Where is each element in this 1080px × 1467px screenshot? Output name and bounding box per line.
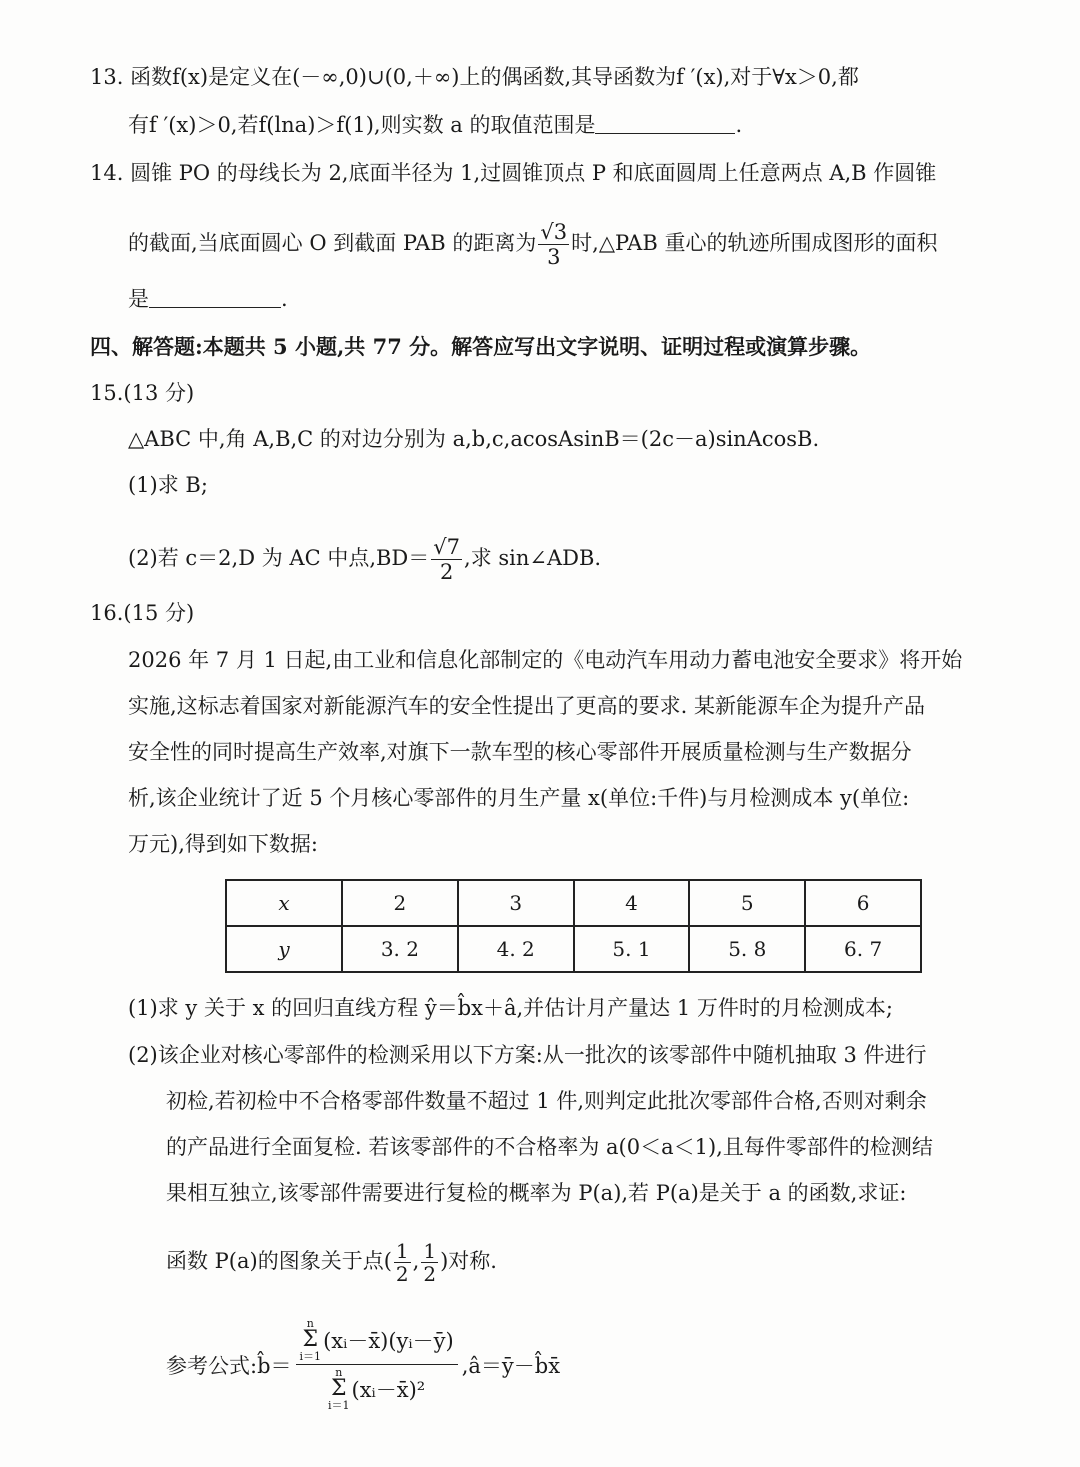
q14-line-2 (128, 220, 937, 269)
q14-line-2-b: 时,△PAB 重心的轨迹所围成图形的面积 (571, 231, 938, 255)
table-row-y (226, 926, 921, 972)
q16-para-line-2: 实施,这标志着国家对新能源汽车的安全性提出了更高的要求. 某新能源车企为提升产品 (128, 694, 926, 718)
q13-line-2-text: 有f ′(x)＞0,若f(lna)＞f(1),则实数 a 的取值范围是 (128, 113, 596, 137)
sum-symbol (300, 1318, 322, 1362)
q13-line-2 (128, 110, 742, 140)
table-header-y: y (226, 926, 342, 972)
q16-para-line-4: 析,该企业统计了近 5 个月核心零部件的月生产量 x(单位:千件)与月检测成本 y(单位: (128, 786, 910, 810)
q16-para-line-1: 2026 年 7 月 1 日起,由工业和信息化部制定的《电动汽车用动力蓄电池安全要求》将开始 (128, 648, 963, 672)
frac-num: 1 (395, 1239, 409, 1263)
table-cell: 4 (574, 880, 690, 926)
formula-label: 参考公式:b̂＝ (166, 1353, 292, 1378)
frac-den: 2 (423, 1262, 437, 1286)
q16-line-5-b: )对称. (440, 1249, 497, 1273)
table-cell: 5 (689, 880, 805, 926)
formula-fraction (296, 1318, 458, 1411)
q15-part-2 (128, 535, 601, 584)
denominator-text: (xᵢ－x̄)² (351, 1378, 426, 1402)
q14-frac-den: 3 (547, 245, 561, 269)
table-cell: 5. 1 (574, 926, 690, 972)
sum-symbol (328, 1367, 350, 1411)
q16-part-2-line-2: 初检,若初检中不合格零部件数量不超过 1 件,则判定此批次零部件合格,否则对剩余 (166, 1089, 927, 1113)
table-cell: 4. 2 (458, 926, 574, 972)
q15-part-2-a: (2)若 c＝2,D 为 AC 中点,BD＝ (128, 546, 430, 570)
q14-frac-num: √3 (540, 220, 568, 244)
q15-frac-num: √7 (433, 535, 461, 559)
q15-stem: △ABC 中,角 A,B,C 的对边分别为 a,b,c,acosAsinB＝(2c－a)sinAcosB. (128, 427, 820, 451)
q14-line-3 (128, 284, 288, 314)
point-x-fraction (394, 1240, 411, 1285)
table-cell: 6. 7 (805, 926, 921, 972)
q16-part-2-line-1: (2)该企业对核心零部件的检测采用以下方案:从一批次的该零部件中随机抽取 3 件进行 (128, 1043, 927, 1067)
sum-bottom: i＝1 (299, 1350, 322, 1363)
q16-para-line-5: 万元),得到如下数据: (128, 832, 318, 856)
q15-head: 15.(13 分) (90, 381, 195, 405)
sum-top: n (306, 1317, 314, 1330)
sum-bottom: i＝1 (327, 1399, 350, 1412)
point-y-fraction (421, 1240, 438, 1285)
q16-part-2-line-4: 果相互独立,该零部件需要进行复检的概率为 P(a),若 P(a)是关于 a 的函数,求证: (166, 1181, 907, 1205)
q14-line-3-text: 是 (128, 287, 149, 311)
answer-blank (149, 287, 281, 308)
reference-formula (166, 1318, 560, 1411)
q15-fraction (431, 535, 462, 584)
q16-head: 16.(15 分) (90, 601, 195, 625)
q16-part-1: (1)求 y 关于 x 的回归直线方程 ŷ＝b̂x＋â,并估计月产量达 1 万件时的月检测成本; (128, 996, 893, 1020)
q15-part-1: (1)求 B; (128, 473, 208, 497)
table-cell: 3. 2 (342, 926, 458, 972)
table-cell: 2 (342, 880, 458, 926)
table-cell: 6 (805, 880, 921, 926)
sum-top: n (335, 1366, 343, 1379)
answer-blank (595, 113, 735, 134)
sum-sign: Σ (330, 1376, 347, 1401)
q14-fraction (538, 220, 569, 269)
sum-sign: Σ (302, 1327, 319, 1352)
q13-line-1: 13. 函数f(x)是定义在(－∞,0)∪(0,＋∞)上的偶函数,其导函数为f ′(x),对于∀x＞0,都 (90, 65, 859, 89)
q14-line-3-end: . (281, 287, 288, 311)
q14-line-2-a: 的截面,当底面圆心 O 到截面 PAB 的距离为 (128, 231, 537, 255)
data-table (225, 879, 922, 973)
formula-tail: ,â＝ȳ－b̂x̄ (461, 1353, 561, 1378)
formula-denominator (324, 1365, 429, 1411)
q15-part-2-b: ,求 sin∠ADB. (464, 546, 602, 570)
q16-part-2-line-5 (166, 1240, 497, 1285)
q15-frac-den: 2 (439, 560, 454, 584)
q13-line-2-end: . (735, 113, 743, 137)
table-cell: 3 (458, 880, 574, 926)
q16-para-line-3: 安全性的同时提高生产效率,对旗下一款车型的核心零部件开展质量检测与生产数据分 (128, 740, 912, 764)
frac-den: 2 (395, 1262, 409, 1286)
q14-line-1: 14. 圆锥 PO 的母线长为 2,底面半径为 1,过圆锥顶点 P 和底面圆周上任意两点 A,B 作圆锥 (90, 161, 937, 185)
q16-line-5-a: 函数 P(a)的图象关于点( (166, 1249, 392, 1273)
table-cell: 5. 8 (689, 926, 805, 972)
table-header-x: x (226, 880, 342, 926)
q16-part-2-line-3: 的产品进行全面复检. 若该零部件的不合格率为 a(0＜a＜1),且每件零部件的检测结 (166, 1135, 933, 1159)
frac-num: 1 (423, 1239, 437, 1263)
q16-line-5-comma: , (412, 1249, 420, 1273)
formula-numerator (296, 1318, 458, 1365)
numerator-text: (xᵢ－x̄)(yᵢ－ȳ) (323, 1329, 454, 1353)
section-4-heading: 四、解答题:本题共 5 小题,共 77 分。解答应写出文字说明、证明过程或演算步骤。 (90, 334, 872, 359)
table-row-x (226, 880, 921, 926)
